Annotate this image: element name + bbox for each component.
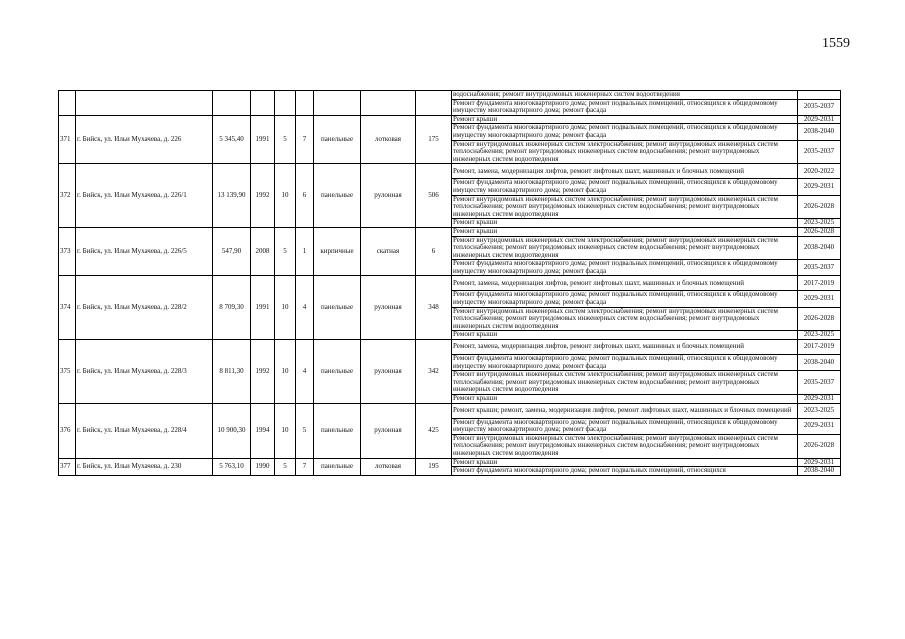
- work-period: 2038-2040: [798, 467, 841, 476]
- walls-cell: кирпичные: [314, 227, 361, 276]
- row-number: 377: [59, 458, 76, 475]
- work-period: 2035-2037: [798, 371, 841, 395]
- year-cell: 1992: [251, 164, 275, 228]
- area-cell: 10 900,30: [213, 403, 251, 458]
- work-period: 2017-2019: [798, 340, 841, 355]
- roof-cell: [361, 91, 416, 116]
- entrances-cell: 5: [296, 403, 314, 458]
- work-description: Ремонт фундамента многоквартирного дома; ремонт подвальных помещений, относящихся к общедомовому имуществу многоквартирного дома; ремонт фасада: [452, 124, 798, 140]
- apartments-cell: 175: [416, 115, 452, 164]
- work-period: 2035-2037: [798, 260, 841, 276]
- address-cell: г. Бийск, ул. Ильи Мухачева, д. 226: [76, 115, 213, 164]
- apartments-cell: 425: [416, 403, 452, 458]
- roof-cell: скатная: [361, 227, 416, 276]
- work-period: 2029-2031: [798, 458, 841, 467]
- work-period: 2029-2031: [798, 395, 841, 404]
- table-row: [59, 91, 841, 100]
- table-body: [59, 91, 841, 476]
- work-description: Ремонт фундамента многоквартирного дома; ремонт подвальных помещений, относящихся к общедомовому имуществу многоквартирного дома; ремонт фасада: [452, 179, 798, 195]
- apartments-cell: 506: [416, 164, 452, 228]
- work-period: 2026-2028: [798, 434, 841, 458]
- work-period: 2029-2031: [798, 179, 841, 195]
- work-period: 2029-2031: [798, 291, 841, 307]
- row-number: 374: [59, 276, 76, 340]
- roof-cell: рулонная: [361, 340, 416, 404]
- work-description: Ремонт внутридомовых инженерных систем электроснабжения; ремонт внутридомовых инженерных систем теплоснабжения; ремонт внутридомовых инженерных систем водоснабжения; ремонт внутридомовых инженерных систем водоотведения: [452, 195, 798, 219]
- work-description: Ремонт, замена, модернизация лифтов, ремонт лифтовых шахт, машинных и блочных помещений: [452, 164, 798, 179]
- floors-cell: 5: [275, 458, 296, 475]
- work-period: [798, 91, 841, 100]
- work-period: 2023-2025: [798, 219, 841, 228]
- area-cell: 8 811,30: [213, 340, 251, 404]
- work-description: Ремонт крыши: [452, 395, 798, 404]
- address-cell: г. Бийск, ул. Ильи Мухачева, д. 230: [76, 458, 213, 475]
- table-row: [59, 227, 841, 236]
- row-number: 373: [59, 227, 76, 276]
- entrances-cell: 7: [296, 458, 314, 475]
- area-cell: 5 345,40: [213, 115, 251, 164]
- table-row: [59, 276, 841, 291]
- address-cell: г. Бийск, ул. Ильи Мухачева, д. 228/3: [76, 340, 213, 404]
- floors-cell: 10: [275, 403, 296, 458]
- address-cell: г. Бийск, ул. Ильи Мухачева, д. 228/2: [76, 276, 213, 340]
- work-period: 2020-2022: [798, 164, 841, 179]
- area-cell: [213, 91, 251, 116]
- floors-cell: 5: [275, 115, 296, 164]
- work-description: Ремонт внутридомовых инженерных систем электроснабжения; ремонт внутридомовых инженерных систем теплоснабжения; ремонт внутридомовых инженерных систем водоснабжения; ремонт внутридомовых инженерных систем водоотведения: [452, 434, 798, 458]
- table-row: [59, 403, 841, 418]
- apartments-cell: 6: [416, 227, 452, 276]
- walls-cell: [314, 91, 361, 116]
- work-description: Ремонт фундамента многоквартирного дома; ремонт подвальных помещений, относящихся к общедомовому имуществу многоквартирного дома; ремонт фасада: [452, 355, 798, 371]
- table-row: [59, 164, 841, 179]
- work-period: 2038-2040: [798, 124, 841, 140]
- roof-cell: рулонная: [361, 164, 416, 228]
- work-period: 2017-2019: [798, 276, 841, 291]
- work-description: Ремонт, замена, модернизация лифтов, ремонт лифтовых шахт, машинных и блочных помещений: [452, 340, 798, 355]
- row-number: [59, 91, 76, 116]
- floors-cell: 10: [275, 164, 296, 228]
- work-period: 2038-2040: [798, 355, 841, 371]
- apartments-cell: 348: [416, 276, 452, 340]
- roof-cell: лотковая: [361, 458, 416, 475]
- row-number: 372: [59, 164, 76, 228]
- work-description: Ремонт внутридомовых инженерных систем электроснабжения; ремонт внутридомовых инженерных систем теплоснабжения; ремонт внутридомовых инженерных систем водоснабжения; ремонт внутридомовых инженерных систем водоотведения: [452, 371, 798, 395]
- work-description: Ремонт, замена, модернизация лифтов, ремонт лифтовых шахт, машинных и блочных помещений: [452, 276, 798, 291]
- roof-cell: рулонная: [361, 403, 416, 458]
- roof-cell: рулонная: [361, 276, 416, 340]
- area-cell: 13 139,90: [213, 164, 251, 228]
- area-cell: 547,90: [213, 227, 251, 276]
- work-period: 2035-2037: [798, 140, 841, 164]
- row-number: 376: [59, 403, 76, 458]
- table-row: [59, 115, 841, 124]
- walls-cell: панельные: [314, 115, 361, 164]
- work-description: Ремонт крыши: [452, 458, 798, 467]
- year-cell: 1991: [251, 115, 275, 164]
- entrances-cell: [296, 91, 314, 116]
- work-description: Ремонт фундамента многоквартирного дома; ремонт подвальных помещений, относящихся к общедомовому имуществу многоквартирного дома; ремонт фасада: [452, 260, 798, 276]
- entrances-cell: 1: [296, 227, 314, 276]
- area-cell: 8 709,30: [213, 276, 251, 340]
- entrances-cell: 4: [296, 340, 314, 404]
- work-description: Ремонт фундамента многоквартирного дома; ремонт подвальных помещений, относящихся к общедомовому имуществу многоквартирного дома; ремонт фасада: [452, 291, 798, 307]
- work-period: 2035-2037: [798, 99, 841, 115]
- floors-cell: 10: [275, 276, 296, 340]
- work-period: 2038-2040: [798, 236, 841, 260]
- work-description: Ремонт фундамента многоквартирного дома; ремонт подвальных помещений, относящихся к общедомовому имуществу многоквартирного дома; ремонт фасада: [452, 418, 798, 434]
- work-description: Ремонт внутридомовых инженерных систем электроснабжения; ремонт внутридомовых инженерных систем теплоснабжения; ремонт внутридомовых инженерных систем водоснабжения; ремонт внутридомовых инженерных систем водоотведения: [452, 307, 798, 331]
- page-number: 1559: [822, 36, 850, 51]
- year-cell: 2008: [251, 227, 275, 276]
- work-period: 2026-2028: [798, 227, 841, 236]
- work-period: 2026-2028: [798, 195, 841, 219]
- apartments-cell: 195: [416, 458, 452, 475]
- entrances-cell: 6: [296, 164, 314, 228]
- work-description: Ремонт крыши; ремонт, замена, модернизация лифтов, ремонт лифтовых шахт, машинных и блочных помещений: [452, 403, 798, 418]
- roof-cell: лотковая: [361, 115, 416, 164]
- work-description: Ремонт крыши: [452, 219, 798, 228]
- walls-cell: панельные: [314, 340, 361, 404]
- work-period: 2023-2025: [798, 403, 841, 418]
- work-period: 2029-2031: [798, 115, 841, 124]
- year-cell: [251, 91, 275, 116]
- floors-cell: [275, 91, 296, 116]
- floors-cell: 10: [275, 340, 296, 404]
- entrances-cell: 7: [296, 115, 314, 164]
- walls-cell: панельные: [314, 164, 361, 228]
- work-period: 2029-2031: [798, 418, 841, 434]
- work-description: Ремонт крыши: [452, 331, 798, 340]
- work-description: Ремонт фундамента многоквартирного дома; ремонт подвальных помещений, относящихся: [452, 467, 798, 476]
- walls-cell: панельные: [314, 403, 361, 458]
- capital-repair-table: [58, 90, 841, 476]
- walls-cell: панельные: [314, 458, 361, 475]
- apartments-cell: [416, 91, 452, 116]
- work-description: Ремонт крыши: [452, 227, 798, 236]
- table-row: [59, 340, 841, 355]
- work-description: Ремонт внутридомовых инженерных систем электроснабжения; ремонт внутридомовых инженерных систем теплоснабжения; ремонт внутридомовых инженерных систем водоснабжения; ремонт внутридомовых инженерных систем водоотведения: [452, 140, 798, 164]
- apartments-cell: 342: [416, 340, 452, 404]
- year-cell: 1992: [251, 340, 275, 404]
- year-cell: 1994: [251, 403, 275, 458]
- row-number: 375: [59, 340, 76, 404]
- floors-cell: 5: [275, 227, 296, 276]
- work-period: 2026-2028: [798, 307, 841, 331]
- table-row: [59, 458, 841, 467]
- work-period: 2023-2025: [798, 331, 841, 340]
- address-cell: [76, 91, 213, 116]
- year-cell: 1991: [251, 276, 275, 340]
- address-cell: г. Бийск, ул. Ильи Мухачева, д. 228/4: [76, 403, 213, 458]
- walls-cell: панельные: [314, 276, 361, 340]
- work-description: Ремонт внутридомовых инженерных систем электроснабжения; ремонт внутридомовых инженерных систем теплоснабжения; ремонт внутридомовых инженерных систем водоснабжения; ремонт внутридомовых инженерных систем водоотведения: [452, 236, 798, 260]
- row-number: 371: [59, 115, 76, 164]
- address-cell: г. Бийск, ул. Ильи Мухачева, д. 226/5: [76, 227, 213, 276]
- address-cell: г. Бийск, ул. Ильи Мухачева, д. 226/1: [76, 164, 213, 228]
- work-description: Ремонт крыши: [452, 115, 798, 124]
- work-description: Ремонт фундамента многоквартирного дома; ремонт подвальных помещений, относящихся к общедомовому имуществу многоквартирного дома; ремонт фасада: [452, 99, 798, 115]
- work-description: водоснабжения; ремонт внутридомовых инженерных систем водоотведения: [452, 91, 798, 100]
- area-cell: 5 763,10: [213, 458, 251, 475]
- year-cell: 1990: [251, 458, 275, 475]
- entrances-cell: 4: [296, 276, 314, 340]
